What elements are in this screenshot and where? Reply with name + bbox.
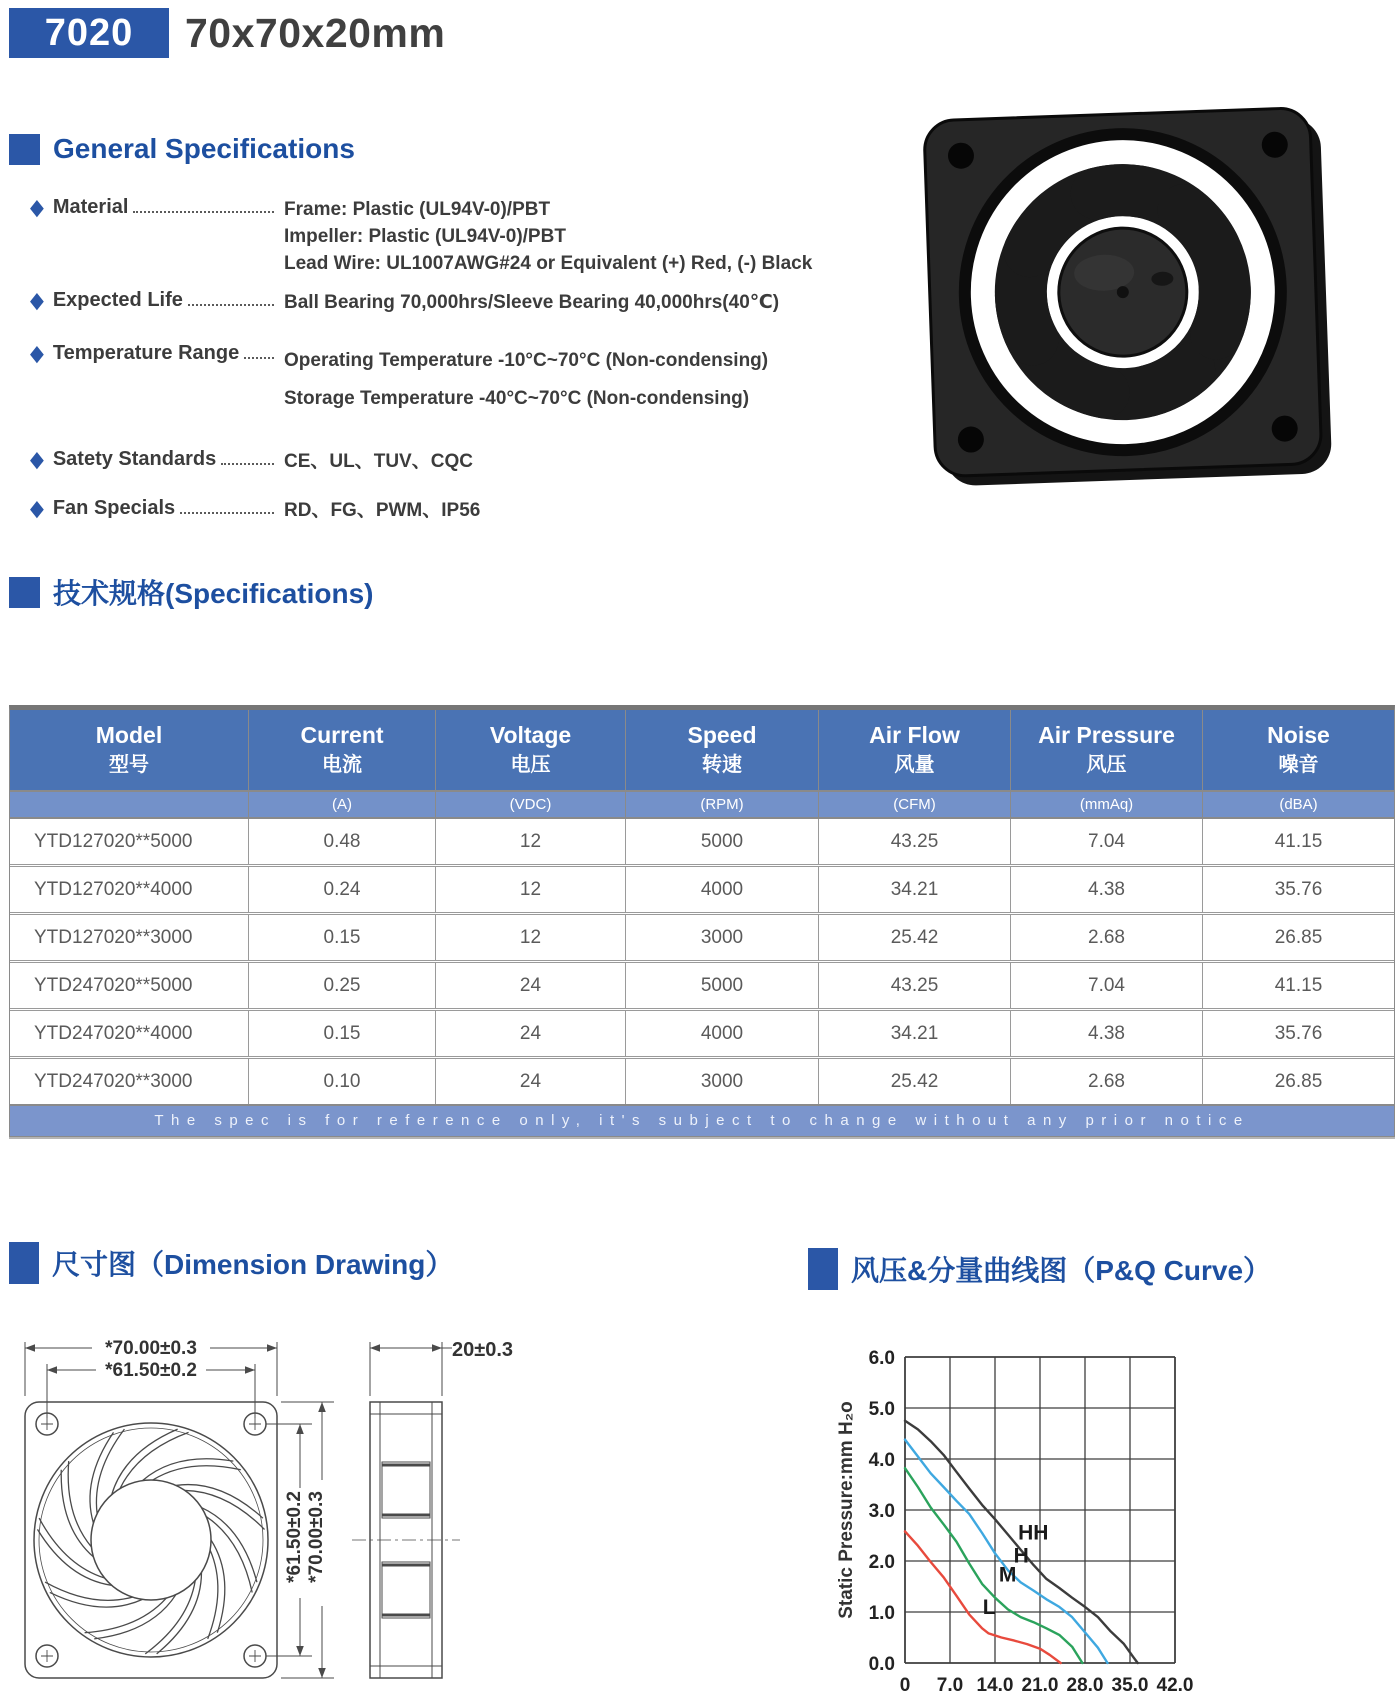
table-cell: 0.15 xyxy=(249,1011,436,1056)
table-cell: 34.21 xyxy=(819,867,1011,912)
diamond-bullet-icon: ◆ xyxy=(30,194,44,220)
table-cell: YTD247020**3000 xyxy=(10,1059,249,1104)
col-header-model: Model 型号 xyxy=(10,710,249,790)
dim-width-outer-label: *70.00±0.3 xyxy=(105,1338,197,1359)
table-cell: 35.76 xyxy=(1203,1011,1394,1056)
table-cell: 25.42 xyxy=(819,915,1011,960)
dim-height-outer-label: *70.00±0.3 xyxy=(306,1491,327,1583)
dim-width-inner-label: *61.50±0.2 xyxy=(105,1360,197,1381)
table-cell: 4000 xyxy=(626,1011,819,1056)
section-square-icon xyxy=(9,134,40,165)
dim-depth-label: 20±0.3 xyxy=(452,1339,514,1361)
dotted-leader xyxy=(244,344,274,359)
spec-item xyxy=(30,497,870,524)
col-header-current: Current 电流 xyxy=(249,710,436,790)
spec-value-line: CE、UL、TUV、CQC xyxy=(284,451,473,472)
table-units-row xyxy=(10,790,1394,819)
curve-label-L: L xyxy=(982,1596,996,1620)
spec-item-left xyxy=(30,342,278,365)
spec-item-left xyxy=(30,289,278,312)
col-header-voltage: Voltage 电压 xyxy=(436,710,626,790)
spec-item xyxy=(30,448,870,475)
curve-label-M: M xyxy=(998,1563,1017,1587)
table-cell: 5000 xyxy=(626,963,819,1008)
table-row xyxy=(10,867,1394,915)
table-cell: 41.15 xyxy=(1203,963,1394,1008)
table-cell: 0.10 xyxy=(249,1059,436,1104)
general-specs-title: General Specifications xyxy=(53,133,355,164)
diamond-bullet-icon: ◆ xyxy=(30,340,44,366)
spec-label: Satety Standards xyxy=(52,448,217,470)
spec-value-line: RD、FG、PWM、IP56 xyxy=(284,500,481,521)
general-specs-heading xyxy=(9,133,355,165)
table-cell: 43.25 xyxy=(819,819,1011,864)
table-cell: 2.68 xyxy=(1011,915,1203,960)
spec-item xyxy=(30,196,870,277)
table-cell: 24 xyxy=(436,1011,626,1056)
y-tick-label: 2.0 xyxy=(868,1552,895,1573)
table-cell: 3000 xyxy=(626,1059,819,1104)
spec-values xyxy=(278,342,870,418)
table-header-row xyxy=(10,710,1394,790)
table-cell: YTD127020**5000 xyxy=(10,819,249,864)
table-cell: 41.15 xyxy=(1203,819,1394,864)
spec-item-left xyxy=(30,448,278,471)
table-cell: 43.25 xyxy=(819,963,1011,1008)
spec-values xyxy=(278,196,870,277)
spec-label: Temperature Range xyxy=(52,342,240,364)
curve-H xyxy=(905,1440,1108,1663)
unit-cell: (VDC) xyxy=(436,792,626,817)
table-footnote: The spec is for reference only, it's subject to change without any prior notice xyxy=(10,1104,1394,1136)
size-label: 70x70x20mm xyxy=(185,9,446,56)
general-specs-list xyxy=(30,196,870,524)
spec-value-line: Ball Bearing 70,000hrs/Sleeve Bearing 40,000hrs(40℃) xyxy=(284,292,780,313)
unit-cell: (RPM) xyxy=(626,792,819,817)
dim-height-inner-label: *61.50±0.2 xyxy=(284,1491,305,1583)
table-cell: 7.04 xyxy=(1011,819,1203,864)
section-square-icon xyxy=(9,577,40,608)
unit-cell xyxy=(10,792,249,817)
section-square-icon xyxy=(808,1248,838,1290)
specs-section-heading xyxy=(9,572,373,612)
table-cell: 12 xyxy=(436,867,626,912)
specifications-table xyxy=(9,705,1395,1137)
table-cell: YTD127020**3000 xyxy=(10,915,249,960)
dimension-section-heading xyxy=(9,1242,453,1284)
table-cell: 25.42 xyxy=(819,1059,1011,1104)
x-tick-label: 7.0 xyxy=(936,1675,964,1696)
table-cell: 5000 xyxy=(626,819,819,864)
diamond-bullet-icon: ◆ xyxy=(30,446,44,472)
specs-title: 技术规格(Specifications) xyxy=(53,578,374,609)
spec-values xyxy=(278,497,870,524)
table-cell: 0.48 xyxy=(249,819,436,864)
x-tick-label: 0 xyxy=(899,1675,911,1696)
table-cell: 24 xyxy=(436,963,626,1008)
table-cell: 0.24 xyxy=(249,867,436,912)
table-cell: 2.68 xyxy=(1011,1059,1203,1104)
table-cell: 3000 xyxy=(626,915,819,960)
dotted-leader xyxy=(221,450,274,465)
dimension-drawing xyxy=(0,1330,760,1699)
pq-section-heading xyxy=(808,1248,1271,1290)
table-cell: YTD247020**5000 xyxy=(10,963,249,1008)
spec-values xyxy=(278,289,870,316)
spec-value-line: Impeller: Plastic (UL94V-0)/PBT xyxy=(284,226,566,247)
y-tick-label: 3.0 xyxy=(868,1501,895,1522)
spec-item xyxy=(30,289,870,316)
table-cell: 34.21 xyxy=(819,1011,1011,1056)
table-cell: YTD247020**4000 xyxy=(10,1011,249,1056)
x-tick-label: 42.0 xyxy=(1156,1675,1194,1696)
dimension-title: 尺寸图（Dimension Drawing） xyxy=(52,1249,454,1280)
pq-curve-chart xyxy=(830,1310,1370,1699)
spec-item-left xyxy=(30,497,278,520)
spec-values xyxy=(278,448,870,475)
table-row xyxy=(10,963,1394,1011)
spec-label: Fan Specials xyxy=(52,497,176,519)
table-cell: YTD127020**4000 xyxy=(10,867,249,912)
x-tick-label: 14.0 xyxy=(976,1675,1014,1696)
table-row xyxy=(10,1059,1394,1104)
spec-value-line: Lead Wire: UL1007AWG#24 or Equivalent (+) Red, (-) Black xyxy=(284,253,813,274)
table-body xyxy=(10,819,1394,1104)
x-tick-label: 21.0 xyxy=(1021,1675,1059,1696)
spec-item-left xyxy=(30,196,278,219)
col-header-airpressure: Air Pressure 风压 xyxy=(1011,710,1203,790)
curve-label-HH: HH xyxy=(1018,1521,1049,1545)
table-cell: 26.85 xyxy=(1203,1059,1394,1104)
section-square-icon xyxy=(9,1242,39,1284)
table-cell: 4000 xyxy=(626,867,819,912)
curve-label-H: H xyxy=(1013,1544,1029,1568)
diamond-bullet-icon: ◆ xyxy=(30,495,44,521)
spec-value-line: Operating Temperature -10°C~70°C (Non-condensing) xyxy=(284,350,769,371)
table-row xyxy=(10,819,1394,867)
table-cell: 26.85 xyxy=(1203,915,1394,960)
table-cell: 4.38 xyxy=(1011,867,1203,912)
spec-item xyxy=(30,342,870,418)
unit-cell: (mmAq) xyxy=(1011,792,1203,817)
table-cell: 35.76 xyxy=(1203,867,1394,912)
unit-cell: (dBA) xyxy=(1203,792,1394,817)
page-header xyxy=(9,8,445,58)
x-tick-label: 35.0 xyxy=(1111,1675,1149,1696)
table-row xyxy=(10,1011,1394,1059)
y-tick-label: 5.0 xyxy=(868,1399,895,1420)
table-cell: 7.04 xyxy=(1011,963,1203,1008)
col-header-noise: Noise 噪音 xyxy=(1203,710,1394,790)
table-cell: 12 xyxy=(436,915,626,960)
col-header-airflow: Air Flow 风量 xyxy=(819,710,1011,790)
unit-cell: (CFM) xyxy=(819,792,1011,817)
table-row xyxy=(10,915,1394,963)
model-code-badge: 7020 xyxy=(9,8,169,58)
spec-value-line: Storage Temperature -40°C~70°C (Non-condensing) xyxy=(284,388,750,409)
dotted-leader xyxy=(180,499,274,514)
col-header-speed: Speed 转速 xyxy=(626,710,819,790)
y-tick-label: 0.0 xyxy=(868,1654,895,1675)
y-tick-label: 6.0 xyxy=(868,1348,895,1369)
spec-label: Expected Life xyxy=(52,289,183,311)
y-tick-label: 1.0 xyxy=(868,1603,895,1624)
y-tick-label: 4.0 xyxy=(868,1450,895,1471)
fan-product-image xyxy=(862,92,1392,507)
unit-cell: (A) xyxy=(249,792,436,817)
dotted-leader xyxy=(133,198,274,213)
diamond-bullet-icon: ◆ xyxy=(30,287,44,313)
table-cell: 4.38 xyxy=(1011,1011,1203,1056)
spec-label: Material xyxy=(52,196,129,218)
table-cell: 0.25 xyxy=(249,963,436,1008)
table-cell: 0.15 xyxy=(249,915,436,960)
x-tick-label: 28.0 xyxy=(1066,1675,1104,1696)
table-cell: 24 xyxy=(436,1059,626,1104)
table-cell: 12 xyxy=(436,819,626,864)
spec-value-line: Frame: Plastic (UL94V-0)/PBT xyxy=(284,199,551,220)
dotted-leader xyxy=(188,291,274,306)
y-axis-title: Static Pressure:mm H₂o xyxy=(836,1401,857,1619)
pq-title: 风压&分量曲线图（P&Q Curve） xyxy=(851,1255,1272,1286)
